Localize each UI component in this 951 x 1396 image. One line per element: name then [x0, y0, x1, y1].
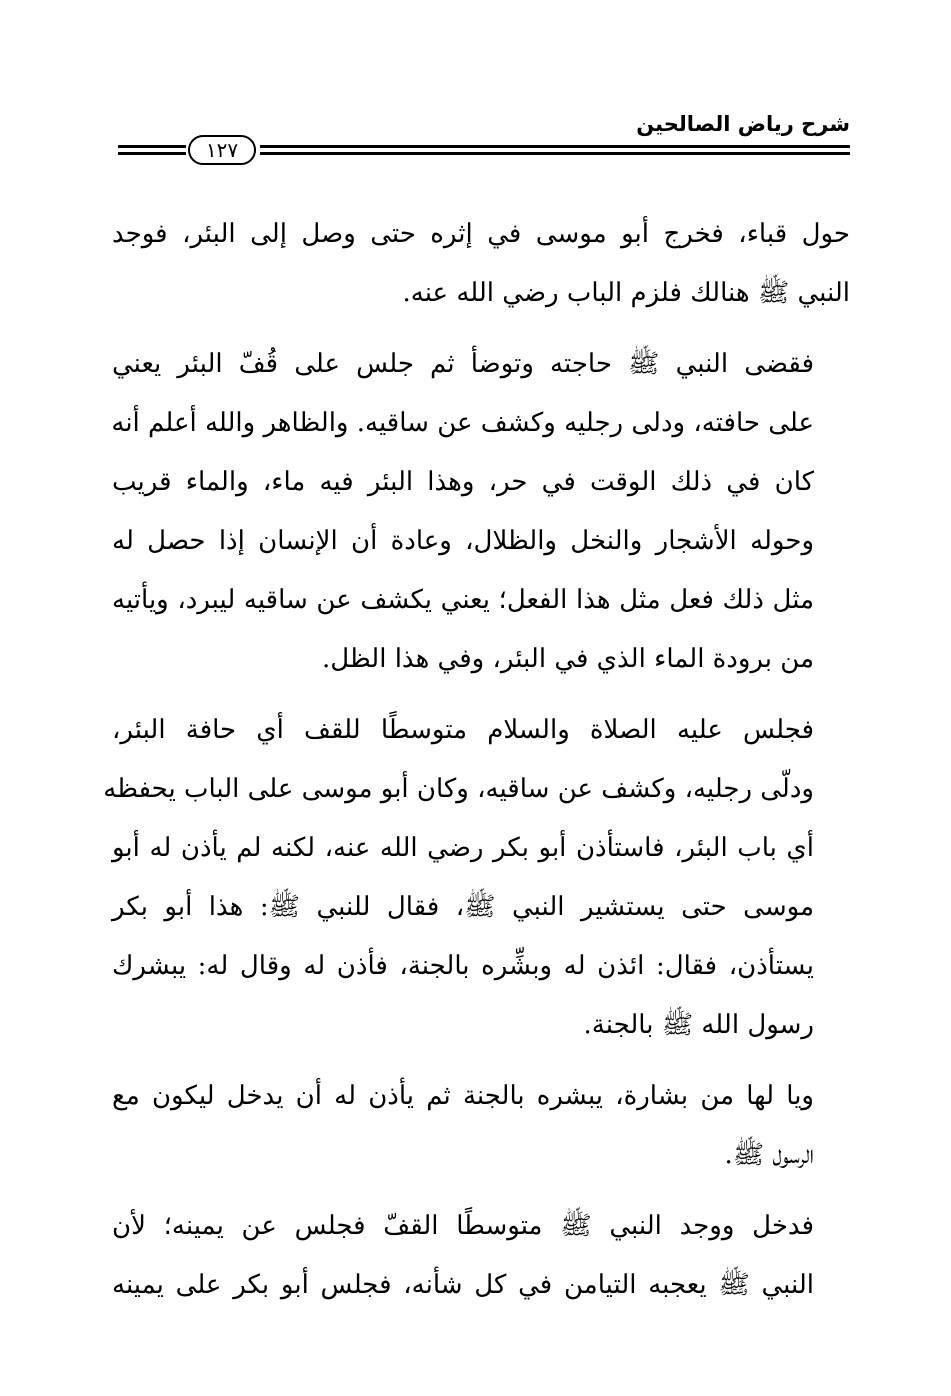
- text-line: النبي ﷺ يعجبه التيامن في كل شأنه، فجلس أبو بكر على يمينه: [112, 1270, 814, 1300]
- text-line: فدخل ووجد النبي ﷺ متوسطًا القفّ فجلس عن يمينه؛ لأن: [112, 1211, 814, 1241]
- text-line: النبي ﷺ هنالك فلزم الباب رضي الله عنه.: [402, 278, 850, 308]
- paragraph: [112, 1067, 850, 1185]
- paragraph: [103, 701, 850, 1055]
- text-line: وحوله الأشجار والنخل والظلال، وعادة أن الإنسان إذا حصل له: [112, 526, 814, 556]
- page-number: ١٢٧: [188, 135, 256, 165]
- text-line: ويا لها من بشارة، يبشره بالجنة ثم يأذن له أن يدخل ليكون مع: [112, 1081, 814, 1111]
- paragraph: [112, 205, 850, 323]
- paragraph: [112, 335, 850, 689]
- text-line: الرسول ﷺ.: [724, 1140, 814, 1170]
- body-text: [103, 205, 850, 1315]
- header-rule-right: [260, 145, 850, 155]
- text-line: كان في ذلك الوقت في حر، وهذا البئر فيه ماء، والماء قريب: [112, 467, 814, 497]
- text-line: من برودة الماء الذي في البئر، وفي هذا الظل.: [322, 644, 814, 674]
- text-line: أي باب البئر، فاستأذن أبو بكر رضي الله عنه، لكنه لم يأذن له أبو: [112, 833, 814, 863]
- text-line: على حافته، ودلى رجليه وكشف عن ساقيه. والظاهر والله أعلم أنه: [111, 408, 814, 438]
- text-line: رسول الله ﷺ بالجنة.: [583, 1010, 814, 1040]
- header-rule-left: [118, 145, 186, 155]
- text-line: حول قباء، فخرج أبو موسى في إثره حتى وصل إلى البئر، فوجد: [112, 219, 850, 249]
- running-title: شرح رياض الصالحين: [636, 112, 850, 136]
- text-line: موسى حتى يستشير النبي ﷺ، فقال للنبي ﷺ: هذا أبو بكر: [112, 892, 814, 922]
- text-line: فجلس عليه الصلاة والسلام متوسطًا للقف أي حافة البئر،: [112, 715, 814, 745]
- page-header: [110, 112, 850, 172]
- text-line: فقضى النبي ﷺ حاجته وتوضأ ثم جلس على قُفّ البئر يعني: [112, 349, 814, 379]
- paragraph: [112, 1197, 850, 1315]
- text-line: مثل ذلك فعل مثل هذا الفعل؛ يعني يكشف عن ساقيه ليبرد، ويأتيه: [112, 585, 814, 615]
- text-line: يستأذن، فقال: ائذن له وبشِّره بالجنة، فأذن له وقال له: يبشرك: [112, 951, 814, 981]
- text-line: ودلّى رجليه، وكشف عن ساقيه، وكان أبو موسى على الباب يحفظه: [103, 774, 814, 804]
